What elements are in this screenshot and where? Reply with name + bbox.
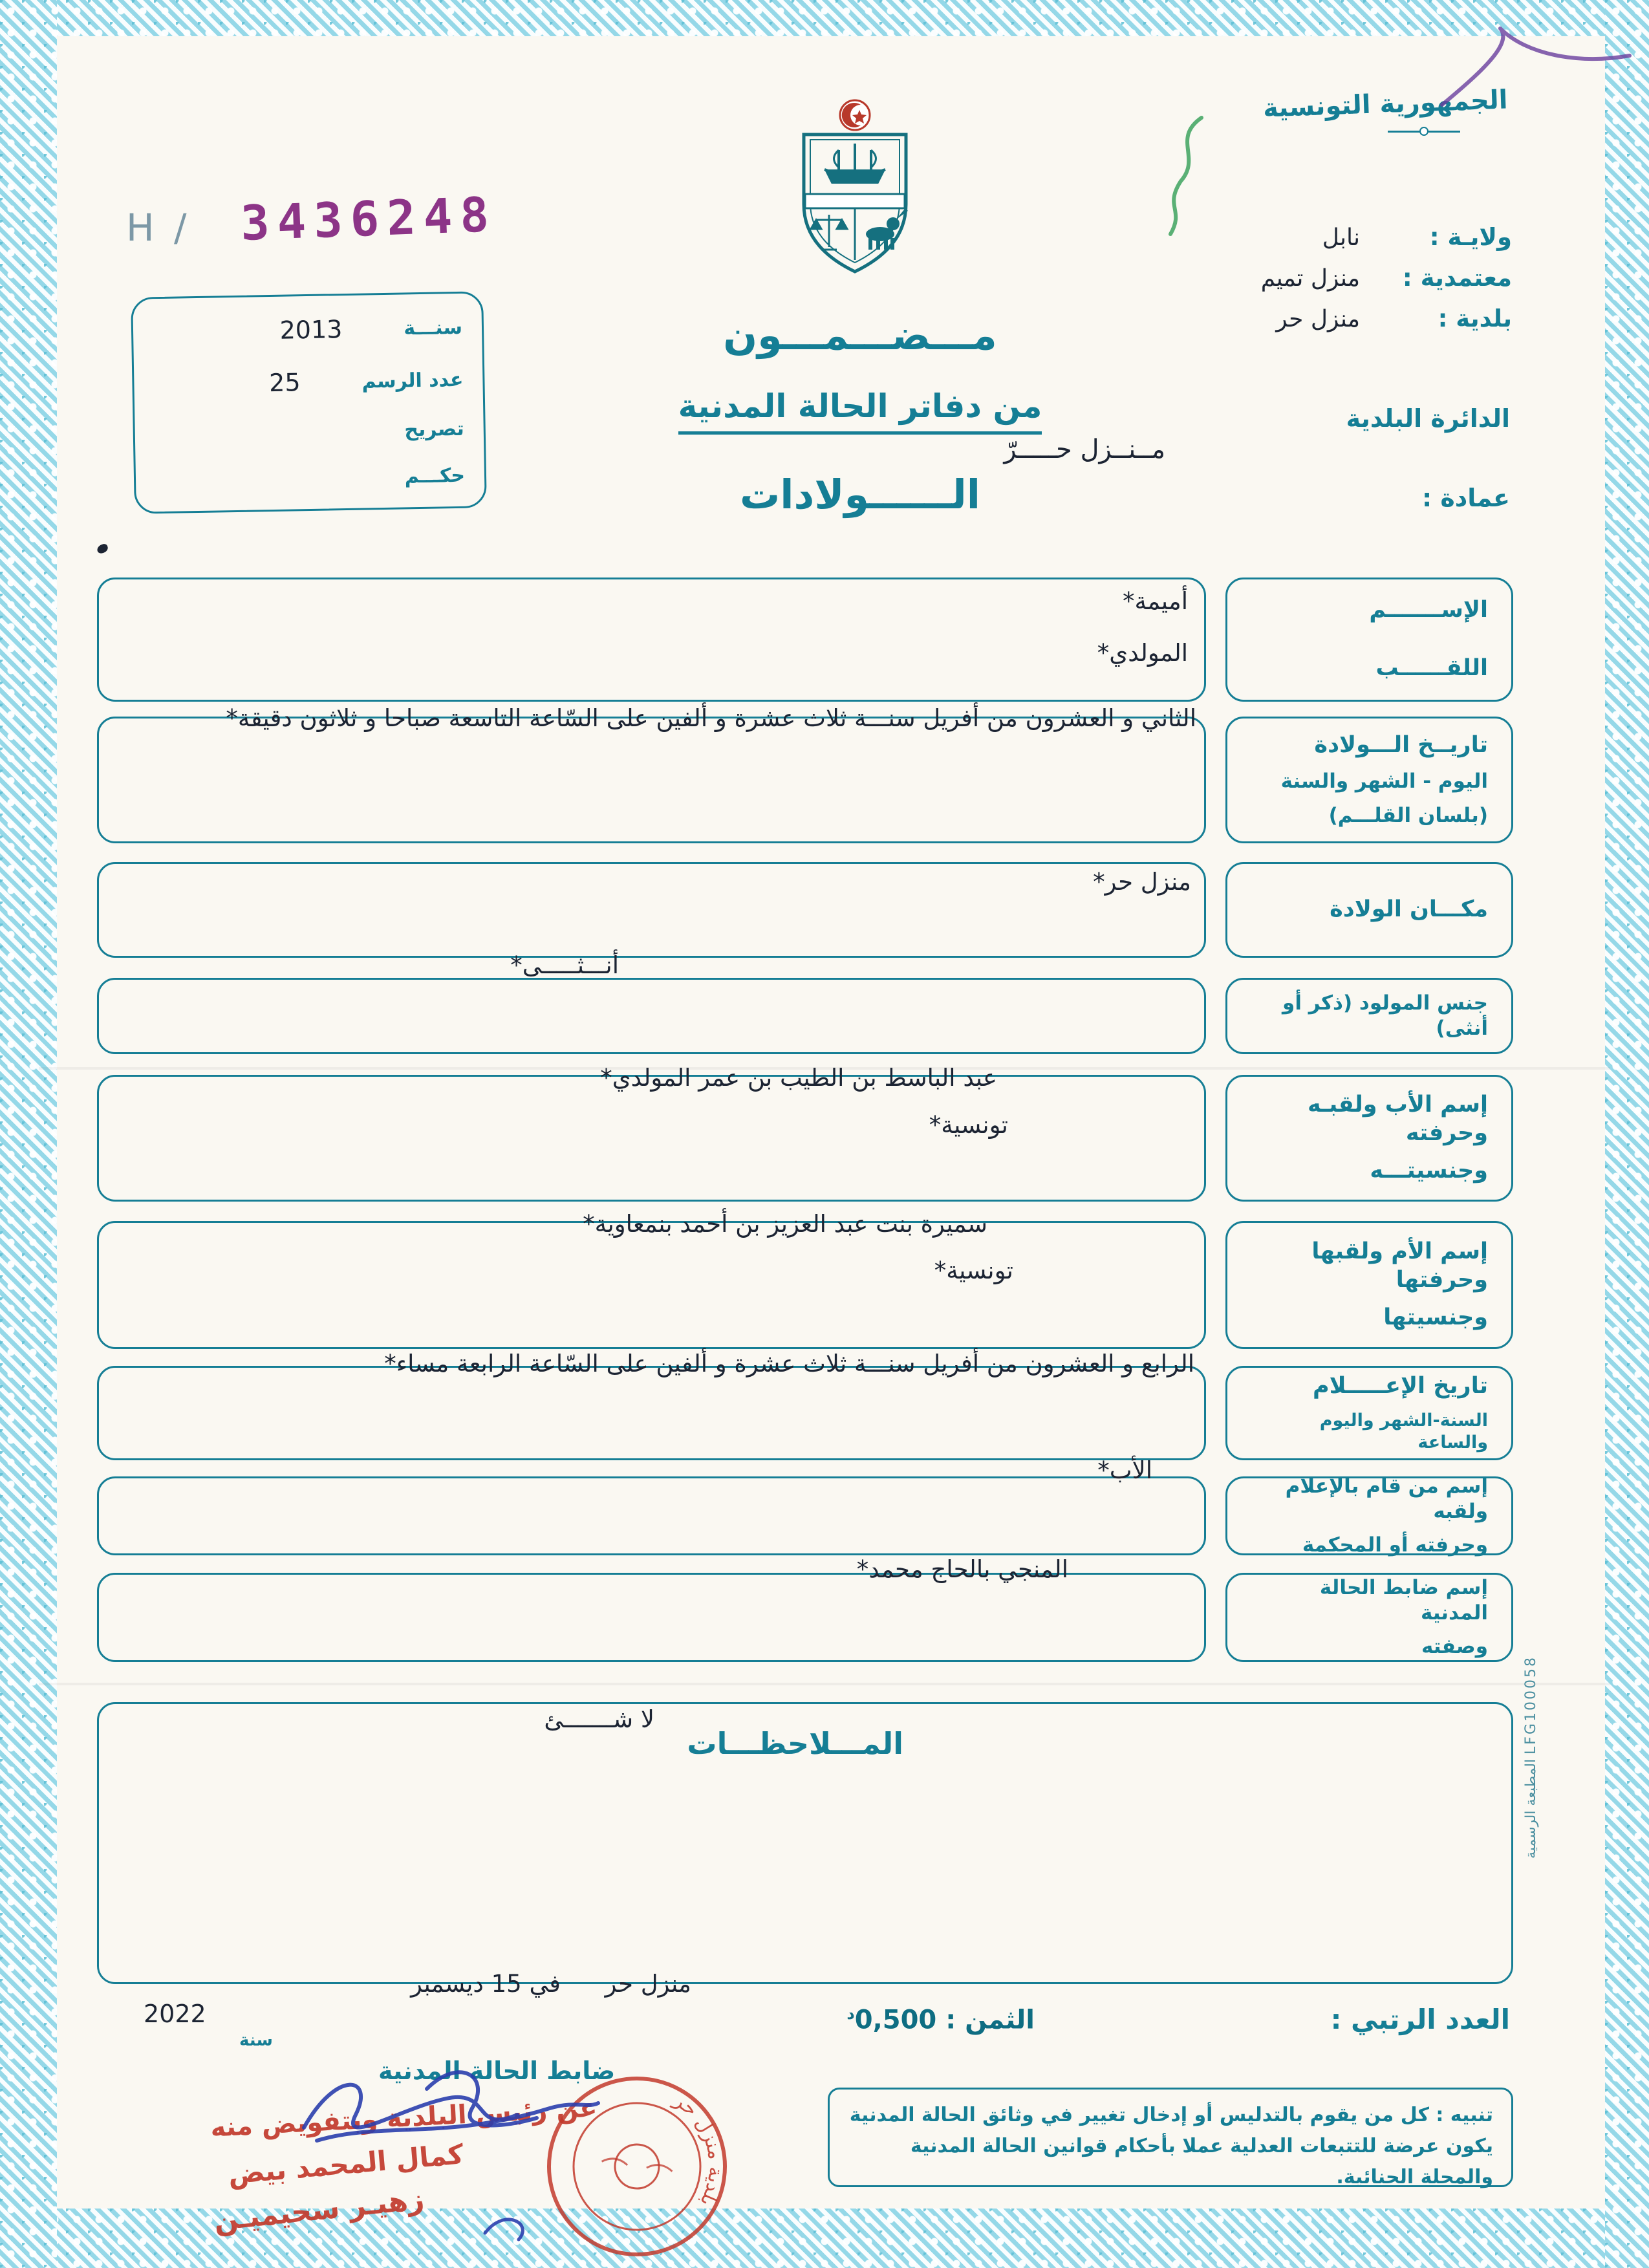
delegation-row [1124,264,1512,292]
registrar-label-line1: إسم ضابط الحالة المدنية [1319,1575,1488,1625]
birth-date-label-box [1225,717,1513,843]
form-row-birth-date [97,704,1513,843]
birth-date-label-line3: (بلسان القلـــم) [1328,803,1488,827]
issue-place-value: منزل حر [605,1970,691,1998]
registrar-label-box [1225,1573,1513,1662]
republic-title: الجمهورية التونسية [1262,85,1509,124]
mother-label-line2: وجنسيتها [1383,1304,1488,1330]
first-name-value: أميمة* [1123,587,1188,615]
mother-value-box [97,1210,1206,1349]
registry-judgment-row [136,464,485,492]
issue-date-value: في 15 ديسمبر [411,1970,561,1998]
name-value-box [97,578,1206,702]
registry-year-row [133,313,482,347]
form-row-mother [97,1210,1513,1349]
municipality-label: بلدية : [1438,305,1512,332]
birth-date-value-box [97,704,1206,843]
handwritten-signature [278,2031,614,2173]
sex-label: جنس المولود (ذكر أو أنثى) [1282,991,1488,1040]
paper-fold-line [39,1683,1610,1685]
border-ornament-left [0,0,57,2268]
mother-label-box [1225,1221,1513,1349]
form-row-sex [97,951,1513,1054]
form-row-name [97,578,1513,702]
first-name-label: الإســـــــم [1369,597,1488,623]
svg-text:بلدية منزل حر [656,2087,738,2212]
birth-place-label-box [1225,862,1513,958]
municipality-value: منزل حر [1276,306,1360,332]
father-label-box [1225,1075,1513,1202]
mother-nationality-value: تونسية* [934,1257,1013,1284]
price-line [846,2005,1035,2035]
notification-date-label-box [1225,1366,1513,1460]
fraud-warning-notice: تنبيه : كل من يقوم بالتدليس أو إدخال تغيير في وثائق الحالة المدنية يكون عرضة للتتبعات العدلية عملا بأحكام قوانين الحالة المدنية والمجلة الجنائية. [828,2088,1513,2187]
coat-of-arms [786,97,925,278]
district-label: الدائرة البلدية [1346,404,1510,433]
delegation-label: معتمدية : [1402,264,1512,292]
form-row-father [97,1064,1513,1202]
declarant-label-line1: إسم من قام بالإعلام ولقبه [1285,1474,1488,1523]
observations-box [97,1702,1513,1998]
birth-date-label-line2: اليوم - الشهر والسنة [1280,770,1488,794]
notification-date-label-line2: السنة-الشهر واليوم والساعة [1319,1410,1488,1453]
sex-value: أنـــثـــــى* [510,951,619,979]
form-row-declarant [97,1456,1513,1557]
issue-year-value: 2022 [144,2000,206,2028]
mother-name-value: سميرة بنت عبد العزيز بن أحمد بنمعاوية* [583,1210,987,1238]
mother-label-line1: إسم الأم ولقبها وحرفتها [1311,1238,1488,1293]
handwritten-purple-mark [1429,14,1643,118]
birth-date-value: الثاني و العشرون من أفريل سنـــة ثلاث عشرة و ألفين على السّاعة التاسعة صباحا و ثلاثون دقيقة* [226,704,1196,732]
stamp-signer-name-2: زهيـر سحيميـن [212,2183,426,2238]
observations-title: المـــلاحظـــات [687,1726,903,1761]
registry-act-value: 25 [268,368,301,398]
price-label: الثمن : [945,2005,1035,2035]
sex-value-box [97,951,1206,1054]
registrar-signature-title: ضابط الحالة المدنية [378,2057,616,2085]
ordinal-number-label: العدد الرتبي : [1330,2003,1510,2035]
seal-text: بلدية منزل حر [669,2088,727,2211]
issue-year-label: سنة [239,2031,273,2050]
registry-act-label: عدد الرسم [361,368,464,393]
border-ornament-right [1605,0,1649,2268]
stamp-signer-name: كمال المحمد بيض [226,2138,465,2190]
title-civil-registers: من دفاتر الحالة المدنية [678,387,1042,435]
birth-place-value: منزل حر* [1093,868,1191,896]
birth-place-label: مكـــان الولادة [1330,896,1488,923]
father-nationality-value: تونسية* [929,1111,1008,1139]
handwritten-initial [479,2198,550,2249]
declarant-label-line2: وحرفته أو المحكمة [1302,1533,1488,1557]
registry-act-row [134,365,483,399]
sex-label-box [1225,978,1513,1054]
birth-date-label-line1: تاريــخ الـــولادة [1314,732,1488,759]
birth-place-value-box [97,862,1206,958]
form-row-registrar [97,1555,1513,1662]
handwritten-green-mark [1145,111,1216,247]
title-births: الــــــولادات [739,471,981,518]
wilaya-label: ولايـة : [1429,223,1512,251]
registrar-label-line2: وصفته [1421,1635,1488,1659]
document-title-block [537,312,1183,518]
registry-declaration-row [135,417,484,446]
observations-value: لا شـــــــئ [544,1705,654,1733]
registry-year-label: سنـــة [404,316,463,340]
ink-mark [96,543,109,554]
name-label-box [1225,578,1513,702]
title-extract: مـــضـــمـــون [723,312,997,359]
last-name-label: اللقــــــب [1375,655,1488,682]
form-row-birth-place [97,862,1513,958]
notification-date-value: الرابع و العشرون من أفريل سنـــة ثلاث عشرة و ألفين على السّاعة الرابعة مساء* [384,1350,1194,1377]
delegation-value: منزل تميم [1260,265,1360,292]
last-name-value: المولدي* [1097,639,1188,667]
father-label-line2: وجنسيتـــه [1370,1157,1488,1183]
declarant-value-box [97,1456,1206,1555]
republic-flourish [1388,131,1460,133]
border-ornament-top [0,0,1649,36]
notification-date-label-line1: تاريخ الإعـــــلام [1313,1373,1488,1399]
currency-symbol: د [846,2005,855,2023]
wilaya-value: نابل [1322,224,1360,251]
notification-date-value-box [97,1350,1206,1460]
price-value: 0,500 [854,2005,937,2035]
registrar-value: المنجي بالحاج محمد* [856,1555,1068,1583]
declarant-label-box [1225,1476,1513,1555]
serial-prefix: H / [126,206,191,250]
father-label-line1: إسم الأب ولقبـه وحرفته [1307,1092,1488,1147]
declarant-value: الأب* [1097,1456,1152,1484]
district-value: مــنــزل حـــــرّ [1004,435,1165,464]
registry-reference-box [131,291,487,513]
serial-number-stamp: 3436248 [239,187,498,252]
father-name-value: عبد الباسط بن الطيب بن عمر المولدي* [600,1064,997,1092]
form-row-notification-date [97,1350,1513,1460]
printer-reference: المطبعة الرسمية LFG100058 [1523,1656,1539,1859]
stamp-delegation-line: عن رئيس البلدية وبتفويض منه [210,2093,598,2143]
father-value-box [97,1064,1206,1202]
registry-judgment-label: حكـــم [404,464,466,488]
registrar-value-box [97,1555,1206,1662]
registry-declaration-label: تصريح [404,417,465,442]
imada-label: عمادة : [1421,484,1510,512]
registry-year-value: 2013 [279,315,343,345]
